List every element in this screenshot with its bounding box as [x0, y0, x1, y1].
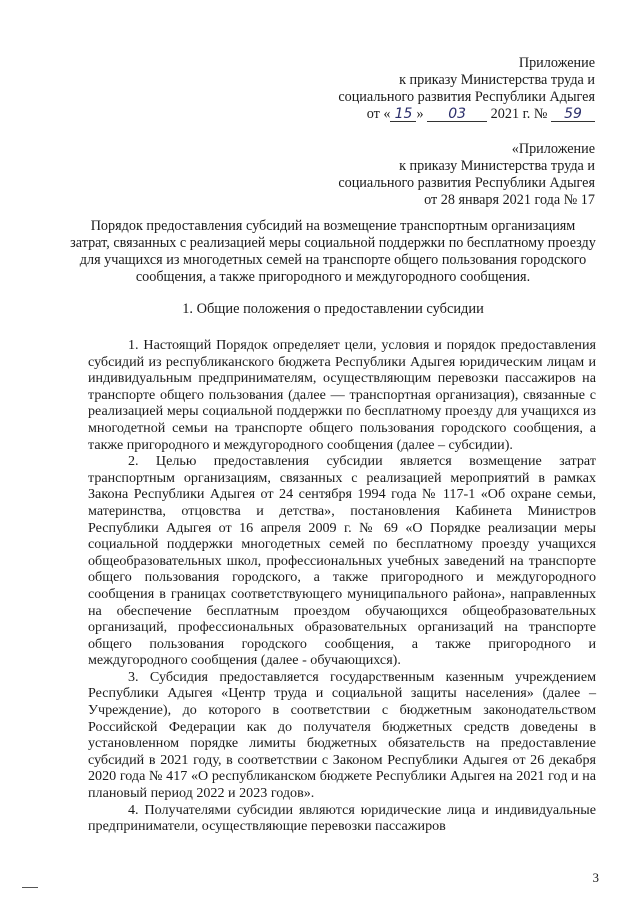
paragraph-2: 2. Целью предоставления субсидии является возмещение затрат транспортным организациям, связанных с реализацией мероприятий в рамках Закона Республики Адыгея от 24 сентября 1994 года № 117-1 «Об охране семьи, материнства, отцовства и детства», постановления Кабинета Министров Республики Адыгея от 16 апреля 2009 г. № 69 «О Порядке реализации меры социальной поддержки многодетных семей по бесплатному проезду учащихся общеобразовательных школ, профессиональных учебных заведений на транспорте общего пользования городского, а также пригородного и междугородного сообщения в границах соответствующего муниципального района», направленных на обеспечение бесплатным проездом обучающихся общеобразовательных организаций, профессиональных образовательных организаций на транспорте общего пользования городского сообщения, а также пригородного и междугородного сообщения (далее - обучающихся). — [88, 453, 596, 669]
scan-mark — [22, 887, 38, 888]
year-text: 2021 г. № — [490, 106, 548, 122]
handwritten-month: 03 — [427, 107, 487, 122]
old-appendix-label: «Приложение — [511, 141, 595, 157]
document-body — [88, 337, 596, 835]
paragraph-1: 1. Настоящий Порядок определяет цели, условия и порядок предоставления субсидий из республиканского бюджета Республики Адыгея юридическим лицам и индивидуальным предпринимателям, осуществляющим перевозки пассажиров на транспорте общего пользования (далее — транспортная организация), связанные с реализацией меры социальной поддержки по бесплатному проезду для учащихся из многодетной семьи на транспорте общего пользования городского сообщения, а также пригородного и междугородного сообщения (далее – субсидии). — [88, 337, 596, 453]
paragraph-4: 4. Получателями субсидии являются юридические лица и индивидуальные предприниматели, осуществляющие перевозки пассажиров — [88, 801, 596, 835]
handwritten-number: 59 — [551, 107, 595, 122]
old-order-ministry-line: к приказу Министерства труда и — [399, 158, 595, 174]
document-title: Порядок предоставления субсидий на возмещение транспортным организациям затрат, связанных с реализацией меры социальной поддержки по бесплатному проезду для учащихся из многодетных семей на транспорте общего пользования городского сообщения, а также пригородного и междугородного сообщения. — [70, 218, 596, 285]
date-prefix: от « — [366, 106, 391, 122]
order-date-line — [338, 106, 595, 123]
handwritten-day: 15 — [390, 107, 416, 122]
order-ministry-line: к приказу Министерства труда и — [399, 72, 595, 88]
ministry-name-line: социального развития Республики Адыгея — [338, 89, 595, 105]
appendix-header-old — [338, 141, 595, 209]
section-heading: 1. Общие положения о предоставлении субсидии — [182, 301, 484, 317]
paragraph-3: 3. Субсидия предоставляется государственным казенным учреждением Республики Адыгея «Центр труда и социальной защиты населения» (далее – Учреждение), до которого в соответствии с бюджетным законодательством Российской Федерации как до получателя бюджетных средств доведены в установленном порядке лимиты бюджетных обязательств на предоставление субсидий в 2021 году, в соответствии с Законом Республики Адыгея от 26 декабря 2020 года № 417 «О республиканском бюджете Республики Адыгея на 2021 год и на плановый период 2022 и 2023 годов». — [88, 668, 596, 802]
appendix-header-new — [338, 55, 595, 123]
old-order-date-line: от 28 января 2021 года № 17 — [424, 192, 595, 208]
page-number: 3 — [592, 870, 599, 885]
date-mid: » — [416, 106, 424, 122]
appendix-label: Приложение — [518, 55, 595, 71]
old-ministry-name-line: социального развития Республики Адыгея — [338, 175, 595, 191]
